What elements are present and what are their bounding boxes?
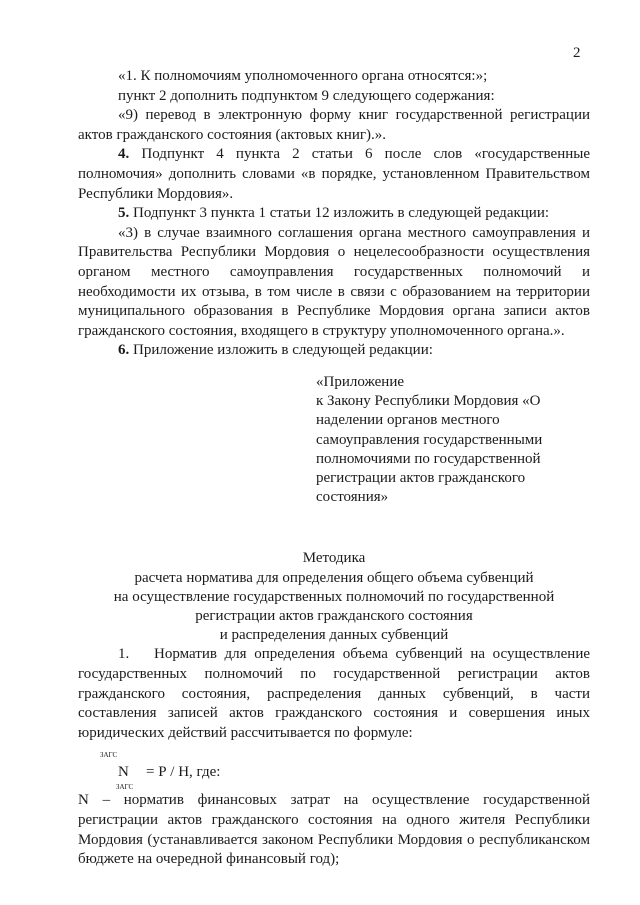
- methodology-title-line: и распределения данных субвенций: [219, 627, 449, 644]
- item-number-5: 5.: [118, 205, 130, 222]
- page-number: 2: [573, 45, 581, 61]
- paragraph-powers: «1. К полномочиям уполномоченного органа относятся:»;: [118, 68, 488, 84]
- methodology-title: [78, 549, 590, 645]
- item1-number: 1.: [118, 646, 130, 663]
- methodology-title-line: на осуществление государственных полномочий по государственной: [113, 588, 555, 605]
- paragraph-subpoint3: «3) в случае взаимного соглашения органа местного самоуправления и Правительства Республики Мордовия о нецелесообразности осуществления органом местного самоуправления государственных полномочий и необходимости их отзыва, в том числе в связи с образованием на территории муниципального образования в Республике Мордовия органа записи актов гражданского состояния, входящего в структуру уполномоченного органа.».: [78, 224, 590, 339]
- formula-symbol: N: [118, 764, 129, 781]
- methodology-title-line: Методика: [302, 550, 366, 567]
- paragraph-point4: [78, 145, 590, 204]
- paragraph-point6: [78, 341, 590, 361]
- appendix-line: самоуправления государственными: [316, 431, 543, 448]
- formula: [78, 745, 590, 791]
- definition-n: [78, 791, 590, 869]
- paragraph-item1: [78, 645, 590, 743]
- appendix-line: полномочиями по государственной: [316, 450, 541, 467]
- item-number-4: 4.: [118, 146, 130, 163]
- appendix-line: наделении органов местного: [316, 412, 500, 429]
- appendix-header: [316, 373, 590, 507]
- paragraph-point4-text: Подпункт 4 пункта 2 статьи 6 после слов «государственные полномочия» дополнить словами «в порядке, установленном Правительством Республики Мордовия».: [78, 146, 591, 202]
- definition-text: – норматив финансовых затрат на осуществление государственной регистрации актов гражданского состояния на одного жителя Республики Мордовия (устанавливается законом Республики Мордовия о республиканском бюджете на очередной финансовый год);: [78, 792, 590, 868]
- appendix-line: к Закону Республики Мордовия «О: [316, 393, 541, 410]
- appendix-line: регистрации актов гражданского: [316, 469, 526, 486]
- formula-subscript-bottom: ЗАГС: [116, 783, 134, 792]
- document-body: [78, 67, 590, 870]
- appendix-line: состояния»: [316, 489, 389, 506]
- definition-symbol: N: [78, 792, 89, 809]
- item-number-6: 6.: [118, 342, 130, 359]
- paragraph-item2: пункт 2 дополнить подпунктом 9 следующего содержания:: [118, 87, 495, 104]
- item1-text: Норматив для определения объема субвенций на осуществление государственных полномочий по государственной регистрации актов гражданского состояния, распределения данных субвенций, в части составления записей актов гражданского состояния и совершения иных юридических действий рассчитывается по формуле:: [78, 646, 590, 741]
- paragraph-item9: «9) перевод в электронную форму книг государственной регистрации актов гражданского состояния (актовых книг).».: [78, 107, 590, 143]
- formula-rhs: = Р / Н, где:: [146, 764, 221, 781]
- appendix-line: «Приложение: [316, 373, 405, 390]
- formula-subscript-top: ЗАГС: [100, 751, 118, 760]
- paragraph-point5: [78, 204, 590, 224]
- methodology-title-line: регистрации актов гражданского состояния: [195, 607, 473, 624]
- methodology-title-line: расчета норматива для определения общего объема субвенций: [134, 569, 534, 586]
- paragraph-point5-text: Подпункт 3 пункта 1 статьи 12 изложить в следующей редакции:: [133, 205, 550, 222]
- paragraph-point6-text: Приложение изложить в следующей редакции:: [133, 342, 433, 359]
